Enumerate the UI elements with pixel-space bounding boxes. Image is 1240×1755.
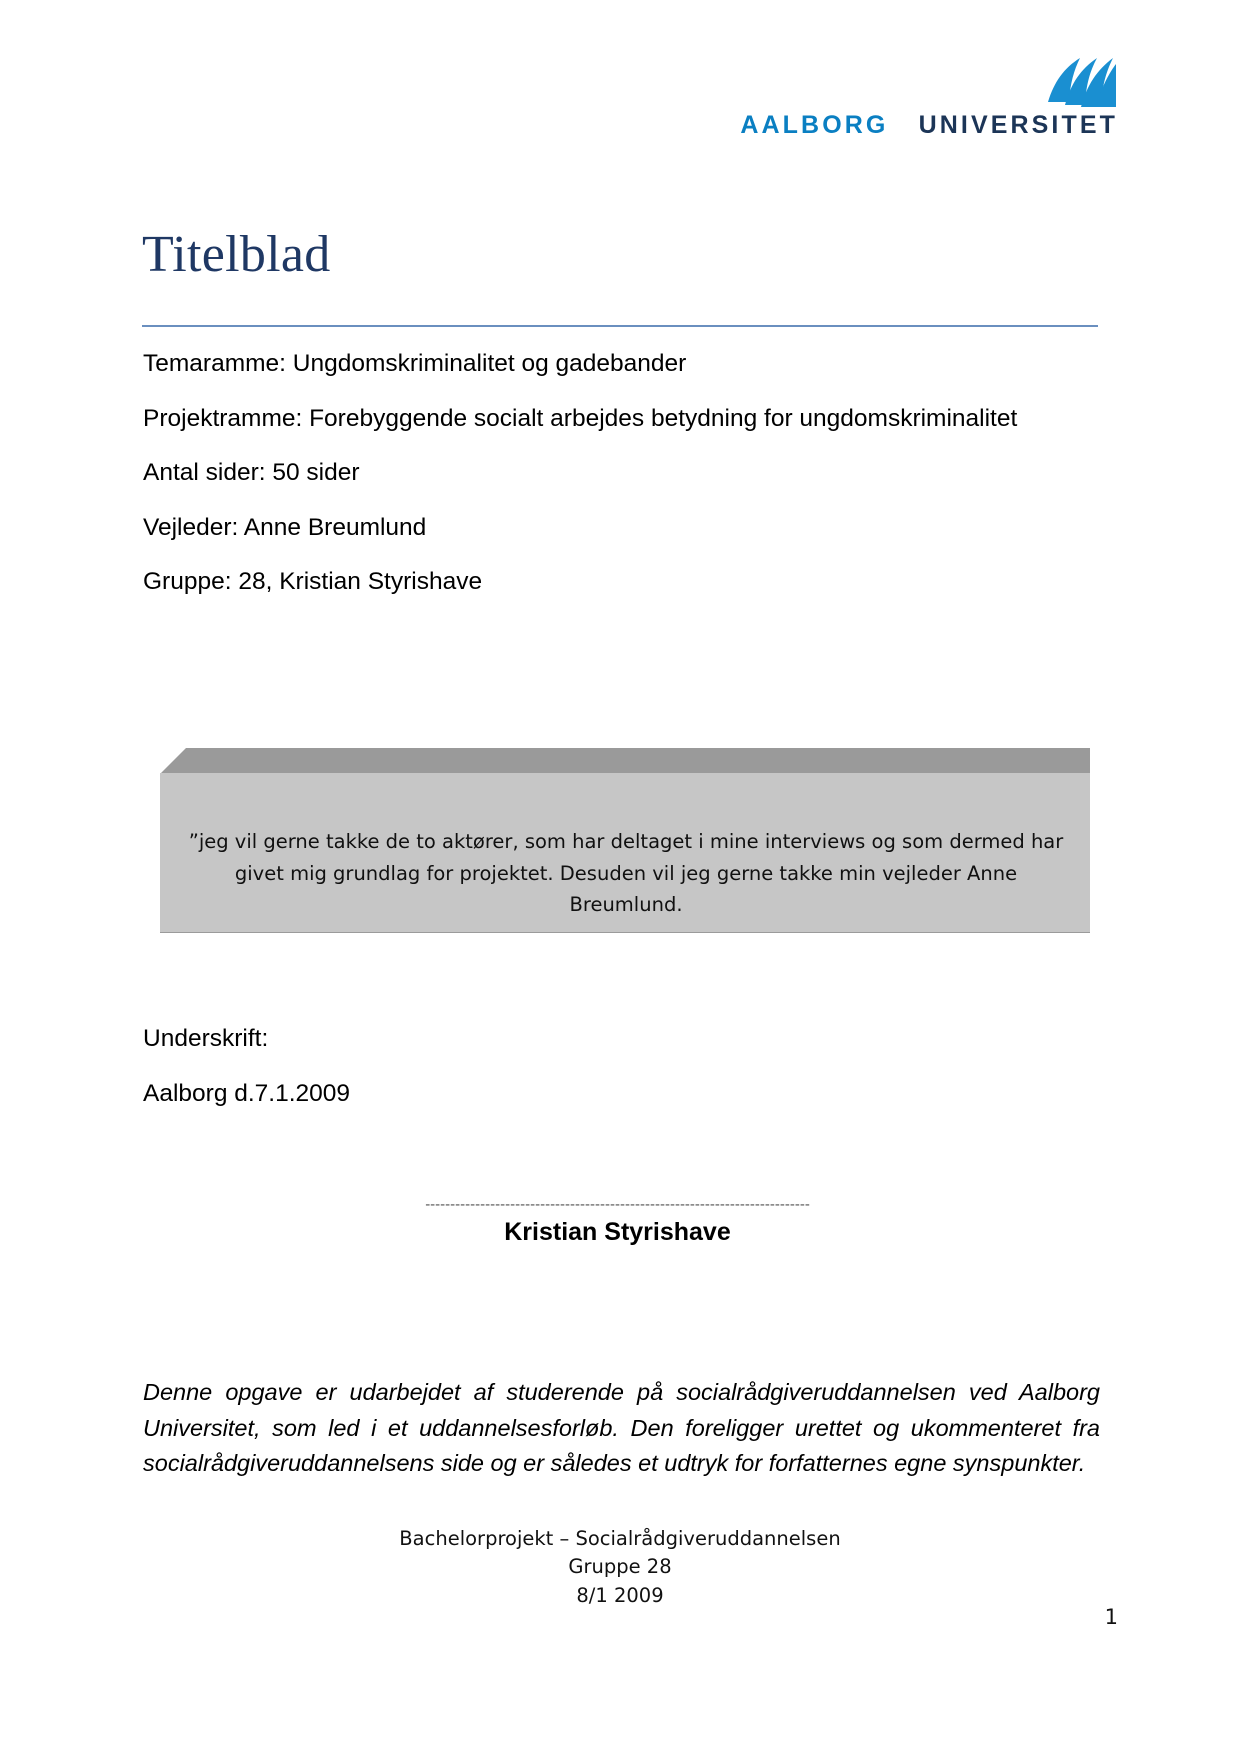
- signature-rule: -----------------------------------------------------------------------------: [425, 1196, 810, 1213]
- university-wordmark: [728, 111, 1118, 140]
- meta-line-gruppe: Gruppe: 28, Kristian Styrishave: [143, 568, 483, 595]
- signature-place-date: Aalborg d.7.1.2009: [143, 1079, 351, 1107]
- title-divider: [142, 325, 1098, 327]
- signature-label: Underskrift:: [143, 1025, 269, 1052]
- acknowledgement-text: ”jeg vil gerne takke de to aktører, som har deltaget i mine interviews og som dermed har givet mig grundlag for projektet. Desuden vil jeg gerne takke min vejleder Anne Breumlund.: [188, 830, 1064, 917]
- university-logo: [728, 52, 1118, 142]
- project-metadata-list: [143, 352, 1103, 625]
- page-number: 1: [1104, 1605, 1118, 1629]
- wordmark-aalborg: AALBORG: [740, 111, 889, 139]
- quote-box-bevel: [160, 748, 1090, 774]
- aalborg-university-seal-icon: [1044, 52, 1116, 110]
- page-footer: [0, 1525, 1240, 1610]
- disclaimer-body: Denne opgave er udarbejdet af studerende på socialrådgiveruddannelsen ved Aalborg Universitet, som led i et uddannelsesforløb. Den foreligger urettet og ukommenteret fra socialrådgiveruddannelsens side og er således et udtryk for forfatternes egne synspunkter.: [143, 1379, 1100, 1477]
- acknowledgement-box: [160, 748, 1090, 933]
- meta-line-antal-sider: Antal sider: 50 sider: [143, 459, 360, 486]
- footer-line-group: Gruppe 28: [568, 1555, 672, 1579]
- signature-section: [143, 1027, 1103, 1136]
- meta-line-projektramme: Projektramme: Forebyggende socialt arbejdes betydning for ungdomskriminalitet: [143, 404, 1018, 432]
- disclaimer-text: [143, 1375, 1100, 1482]
- wordmark-universitet: UNIVERSITET: [918, 111, 1118, 139]
- meta-line-temaramme: Temaramme: Ungdomskriminalitet og gadebander: [143, 350, 687, 377]
- signature-name: Kristian Styrishave: [504, 1218, 731, 1246]
- meta-line-vejleder: Vejleder: Anne Breumlund: [143, 513, 427, 541]
- footer-line-date: 8/1 2009: [576, 1583, 664, 1607]
- footer-line-programme: Bachelorprojekt – Socialrådgiveruddannelsen: [399, 1527, 841, 1550]
- page-title: Titelblad: [142, 226, 331, 283]
